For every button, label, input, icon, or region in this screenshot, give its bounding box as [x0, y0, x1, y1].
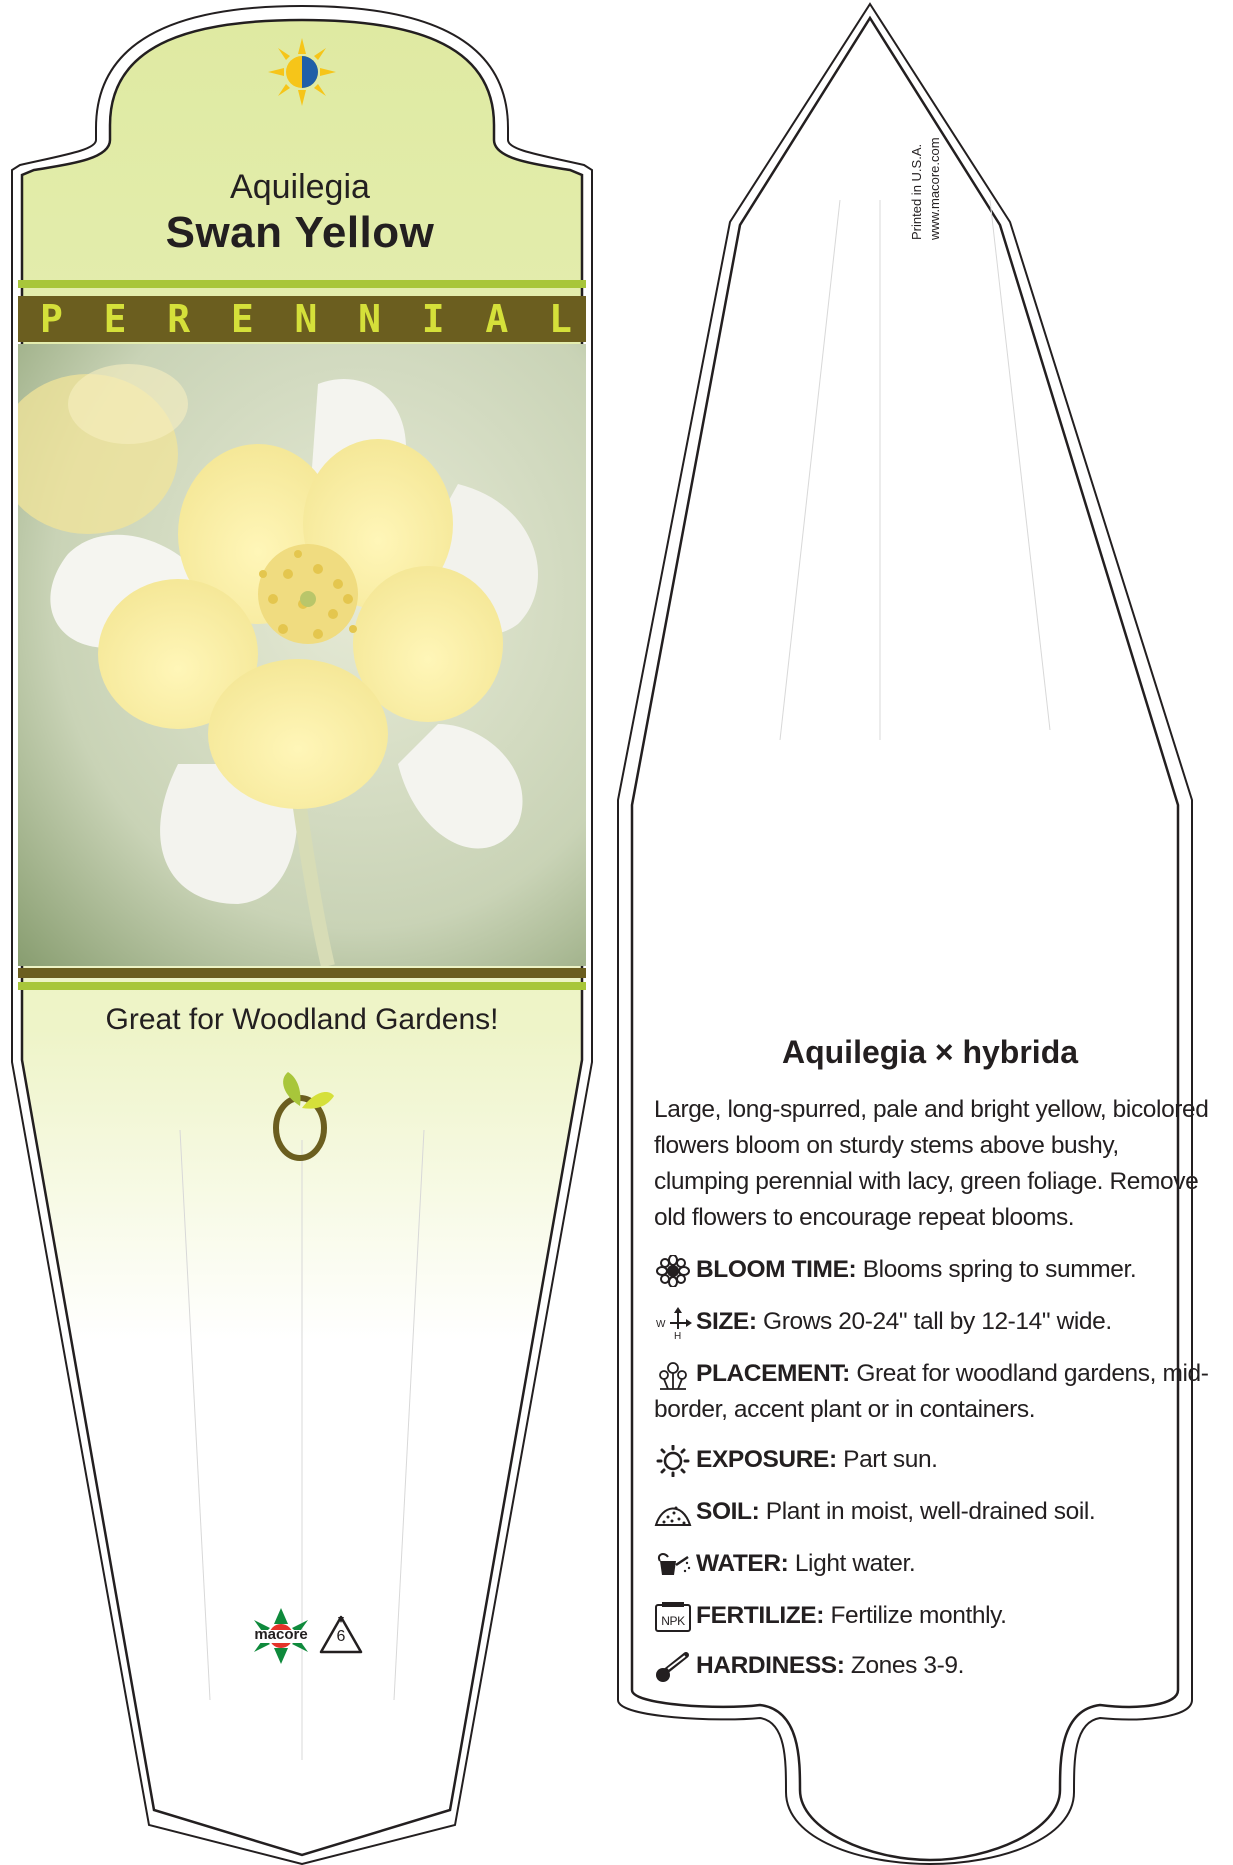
npk-label: NPK — [661, 1613, 685, 1628]
tagline: Great for Woodland Gardens! — [105, 1003, 499, 1036]
cultivar-name: Swan Yellow — [165, 208, 435, 257]
care-label: FERTILIZE: — [696, 1602, 825, 1629]
soil-icon — [654, 1497, 692, 1529]
care-text: Fertilize monthly. — [830, 1602, 1007, 1629]
category-letter: L — [549, 297, 572, 341]
category-letter: N — [294, 297, 318, 341]
care-row-water — [654, 1546, 1224, 1582]
care-label: SIZE: — [696, 1308, 757, 1335]
care-label: WATER: — [696, 1550, 789, 1577]
size-h-label: H — [674, 1330, 681, 1339]
care-label: BLOOM TIME: — [696, 1256, 857, 1283]
genus-name: Aquilegia — [230, 168, 370, 206]
care-text: Plant in moist, well-drained soil. — [765, 1498, 1096, 1525]
care-text: Zones 3-9. — [850, 1652, 965, 1679]
care-row-soil — [654, 1494, 1224, 1530]
care-row-exposure — [654, 1442, 1224, 1478]
category-label — [18, 298, 586, 340]
category-letter: R — [167, 297, 191, 341]
care-row-bloom — [654, 1252, 1224, 1288]
care-text: Great for woodland gardens, mid-border, accent plant or in containers. — [654, 1360, 1209, 1423]
care-text: Part sun. — [843, 1446, 938, 1473]
watering-can-icon — [654, 1549, 692, 1581]
npk-icon — [654, 1601, 692, 1633]
category-letter: E — [230, 297, 254, 341]
recycle-code: 6 — [336, 1628, 346, 1645]
care-row-fertilize — [654, 1598, 1224, 1634]
flower-photo — [18, 344, 586, 966]
care-text: Light water. — [794, 1550, 916, 1577]
care-label: HARDINESS: — [696, 1652, 845, 1679]
printed-location: Printed in U.S.A. — [909, 143, 924, 240]
category-letter: A — [485, 297, 509, 341]
sun-partial-icon — [266, 36, 338, 108]
category-letter: N — [358, 297, 382, 341]
care-row-placement — [654, 1356, 1224, 1428]
size-w-label: W — [656, 1318, 666, 1330]
back-tag-shape — [632, 18, 1178, 1860]
printed-url: www.macore.com — [927, 137, 942, 240]
flower-icon — [654, 1255, 692, 1287]
size-arrows-icon — [654, 1307, 692, 1339]
category-letter: E — [103, 297, 127, 341]
macore-logo — [246, 1606, 316, 1666]
care-text: Grows 20-24" tall by 12-14" wide. — [763, 1308, 1112, 1335]
thermometer-icon — [654, 1651, 692, 1683]
recycle-6-icon — [318, 1614, 364, 1656]
sprout-icon — [264, 1066, 336, 1162]
care-row-size — [654, 1304, 1224, 1340]
plant-description: Large, long-spurred, pale and bright yellow, bicolored flowers bloom on sturdy stems above bushy, clumping perennial with lacy, green foliage. Remove old flowers to encourage repeat blooms. — [654, 1096, 1209, 1231]
botanical-name: Aquilegia × hybrida — [781, 1034, 1079, 1070]
care-row-hardiness — [654, 1648, 1224, 1684]
macore-logo-text: macore — [254, 1626, 308, 1643]
care-label: PLACEMENT: — [696, 1360, 850, 1387]
printed-info — [908, 100, 968, 240]
care-text: Blooms spring to summer. — [862, 1256, 1137, 1283]
sun-icon — [654, 1445, 692, 1477]
placement-icon — [654, 1359, 692, 1391]
care-label: EXPOSURE: — [696, 1446, 837, 1473]
category-letter: P — [40, 297, 63, 341]
care-label: SOIL: — [696, 1498, 760, 1525]
category-letter: I — [421, 297, 445, 341]
